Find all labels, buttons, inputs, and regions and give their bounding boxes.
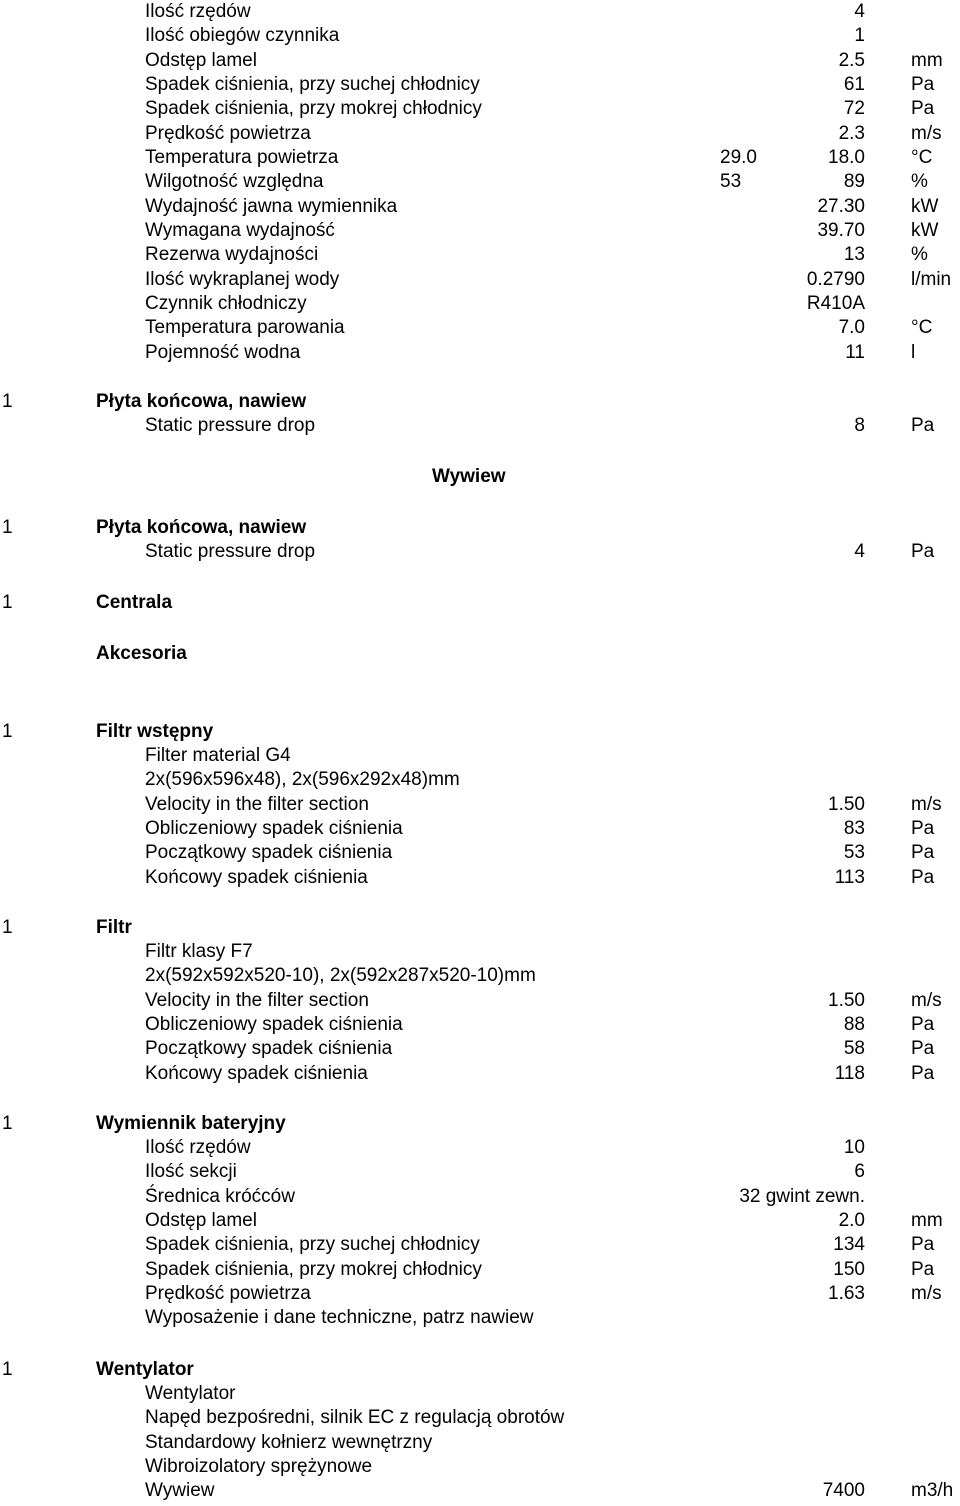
spec-unit: Pa: [911, 817, 935, 839]
spec-label: Wentylator: [145, 1383, 236, 1404]
spec-unit: °C: [911, 317, 933, 339]
spec-row: [0, 793, 960, 817]
spec-label: 2x(596x596x48), 2x(596x292x48)mm: [145, 769, 460, 791]
spec-unit: Pa: [911, 415, 935, 436]
spec-label: Obliczeniowy spadek ciśnienia: [145, 817, 403, 839]
spec-value: 7.0: [838, 317, 865, 339]
spec-row: [0, 1160, 960, 1184]
spec-row: [0, 1282, 960, 1306]
spec-label: Końcowy spadek ciśnienia: [145, 1062, 368, 1084]
spec-value: 2.3: [838, 122, 865, 144]
spec-label: Początkowy spadek ciśnienia: [145, 1038, 393, 1060]
spec-row: [0, 540, 960, 564]
spec-label: Końcowy spadek ciśnienia: [145, 866, 368, 888]
spec-unit: m/s: [911, 1282, 942, 1304]
spec-row: [0, 122, 960, 146]
item-quantity: 1: [2, 917, 13, 938]
spec-value: 1.63: [828, 1282, 865, 1304]
spec-row: [0, 24, 960, 48]
spec-value: 2.5: [838, 49, 865, 71]
spec-unit: m/s: [911, 122, 942, 144]
spec-value: 150: [833, 1258, 865, 1280]
spec-value: 27.30: [817, 195, 865, 217]
spec-unit: Pa: [911, 842, 935, 864]
spec-label: Spadek ciśnienia, przy mokrej chłodnicy: [145, 98, 482, 120]
spec-row: [0, 1136, 960, 1160]
section-header: [0, 1112, 960, 1136]
spec-unit: m/s: [911, 989, 942, 1011]
section-title: Filtr: [96, 917, 132, 938]
spec-label: Temperatura parowania: [145, 317, 345, 339]
section-header: [0, 591, 960, 615]
spec-unit: kW: [911, 195, 939, 217]
spec-unit: mm: [911, 49, 943, 71]
item-quantity: 1: [2, 721, 13, 742]
spec-label: Pojemność wodna: [145, 341, 301, 363]
accessories-heading: [0, 642, 960, 666]
item-quantity: 1: [2, 592, 13, 613]
spec-row: [0, 49, 960, 73]
spec-unit: %: [911, 171, 928, 193]
spec-label: Ilość sekcji: [145, 1161, 237, 1183]
spec-label: Wywiew: [145, 1480, 215, 1502]
spec-label: 2x(592x592x520-10), 2x(592x287x520-10)mm: [145, 965, 536, 987]
spec-row: [0, 1037, 960, 1061]
spec-label: Wyposażenie i dane techniczne, patrz nawiew: [145, 1307, 534, 1329]
item-quantity: 1: [2, 1359, 13, 1380]
spec-row: [0, 768, 960, 792]
spec-value: 118: [834, 1062, 865, 1084]
spec-unit: Pa: [911, 1234, 935, 1256]
spec-row: [0, 170, 960, 194]
spec-row: [0, 243, 960, 267]
spec-row: [0, 1479, 960, 1503]
section-title: Płyta końcowa, nawiew: [96, 391, 307, 412]
exhaust-heading: [0, 465, 960, 489]
spec-row: [0, 1013, 960, 1037]
section-title: Wentylator: [96, 1359, 194, 1380]
section-header: [0, 916, 960, 940]
section-title: Centrala: [96, 592, 173, 613]
accessories-title: Akcesoria: [96, 643, 187, 664]
spec-label: Standardowy kołnierz wewnętrzny: [145, 1431, 433, 1453]
spec-unit: kW: [911, 219, 939, 241]
spec-value: 61: [843, 73, 865, 95]
spec-unit: l/min: [911, 268, 952, 290]
spec-label: Velocity in the filter section: [145, 989, 369, 1011]
spec-unit: Pa: [911, 866, 935, 888]
spec-value-left: 53: [720, 171, 742, 193]
spec-row: [0, 292, 960, 316]
spec-value: 4: [854, 541, 865, 562]
spec-unit: °C: [911, 146, 933, 168]
spec-value: 72: [843, 98, 865, 120]
spec-value: 4: [854, 1, 865, 22]
spec-label: Średnica króćców: [145, 1185, 295, 1207]
spec-row: [0, 744, 960, 768]
spec-row: [0, 268, 960, 292]
spec-row: [0, 841, 960, 865]
spec-row: [0, 219, 960, 243]
spec-label: Ilość obiegów czynnika: [145, 25, 340, 47]
spec-row: [0, 1185, 960, 1209]
spec-row: [0, 97, 960, 121]
spec-row: [0, 989, 960, 1013]
spec-label: Ilość rzędów: [145, 1, 251, 22]
spec-row: [0, 1062, 960, 1086]
section-header: [0, 390, 960, 414]
spec-row: [0, 341, 960, 365]
spec-label: Ilość rzędów: [145, 1137, 251, 1158]
spec-value: 58: [843, 1038, 865, 1060]
spec-row: [0, 1455, 960, 1479]
spec-label: Czynnik chłodniczy: [145, 292, 307, 314]
spec-value: 6: [854, 1161, 865, 1183]
spec-label: Spadek ciśnienia, przy mokrej chłodnicy: [145, 1258, 482, 1280]
spec-value: 83: [843, 817, 865, 839]
spec-row: [0, 195, 960, 219]
spec-unit: Pa: [911, 1062, 935, 1084]
spec-row: [0, 414, 960, 438]
spec-row: [0, 1258, 960, 1282]
section-header: [0, 720, 960, 744]
item-quantity: 1: [2, 1113, 13, 1134]
spec-label: Rezerwa wydajności: [145, 244, 319, 266]
item-quantity: 1: [2, 517, 13, 538]
spec-unit: Pa: [911, 98, 935, 120]
spec-unit: Pa: [911, 1038, 935, 1060]
spec-value: 88: [843, 1013, 865, 1035]
spec-unit: mm: [911, 1209, 943, 1231]
spec-unit: m3/h: [911, 1480, 954, 1502]
spec-row: [0, 0, 960, 24]
spec-value: 113: [834, 866, 865, 888]
exhaust-title: Wywiew: [432, 466, 506, 487]
spec-label: Static pressure drop: [145, 415, 316, 436]
spec-unit: Pa: [911, 1013, 935, 1035]
spec-row: [0, 866, 960, 890]
spec-label: Wymagana wydajność: [145, 219, 335, 241]
spec-unit: l: [911, 341, 916, 363]
spec-value: 1.50: [828, 989, 865, 1011]
spec-label: Początkowy spadek ciśnienia: [145, 842, 393, 864]
spec-row: [0, 1306, 960, 1330]
section-title: Płyta końcowa, nawiew: [96, 517, 307, 538]
spec-value: 53: [843, 842, 865, 864]
spec-label: Wilgotność względna: [145, 171, 324, 193]
spec-value: 13: [843, 244, 865, 266]
spec-value: 18.0: [828, 146, 865, 168]
spec-row: [0, 1431, 960, 1455]
section-header: [0, 516, 960, 540]
spec-label: Wydajność jawna wymiennika: [145, 195, 398, 217]
spec-label: Filter material G4: [145, 745, 291, 766]
spec-row: [0, 940, 960, 964]
spec-value: 2.0: [838, 1209, 865, 1231]
spec-value: 32 gwint zewn.: [739, 1185, 865, 1207]
spec-label: Prędkość powietrza: [145, 1282, 311, 1304]
spec-value: R410A: [806, 292, 865, 314]
spec-label: Filtr klasy F7: [145, 941, 253, 962]
spec-label: Odstęp lamel: [145, 1209, 257, 1231]
spec-row: [0, 316, 960, 340]
spec-label: Spadek ciśnienia, przy suchej chłodnicy: [145, 73, 480, 95]
spec-value: 89: [843, 171, 865, 193]
spec-label: Obliczeniowy spadek ciśnienia: [145, 1013, 403, 1035]
spec-value: 11: [845, 341, 865, 363]
spec-label: Temperatura powietrza: [145, 146, 339, 168]
spec-row: [0, 1382, 960, 1406]
spec-label: Odstęp lamel: [145, 49, 257, 71]
spec-row: [0, 73, 960, 97]
section-title: Wymiennik bateryjny: [96, 1113, 286, 1134]
spec-value: 8: [854, 415, 865, 436]
spec-value: 7400: [822, 1480, 865, 1502]
spec-row: [0, 1233, 960, 1257]
spec-row: [0, 817, 960, 841]
spec-label: Velocity in the filter section: [145, 793, 369, 815]
spec-unit: Pa: [911, 73, 935, 95]
spec-row: [0, 1209, 960, 1233]
spec-label: Static pressure drop: [145, 541, 316, 562]
spec-label: Wibroizolatory sprężynowe: [145, 1455, 373, 1477]
spec-label: Ilość wykraplanej wody: [145, 268, 340, 290]
section-title: Filtr wstępny: [96, 721, 214, 742]
spec-label: Spadek ciśnienia, przy suchej chłodnicy: [145, 1234, 480, 1256]
section-header: [0, 1358, 960, 1382]
spec-label: Napęd bezpośredni, silnik EC z regulacją obrotów: [145, 1407, 565, 1429]
spec-value-left: 29.0: [720, 146, 757, 168]
spec-value: 0.2790: [806, 268, 865, 290]
spec-unit: %: [911, 244, 928, 266]
spec-row: [0, 964, 960, 988]
spec-row: [0, 1406, 960, 1430]
spec-label: Prędkość powietrza: [145, 122, 311, 144]
spec-row: [0, 146, 960, 170]
spec-unit: Pa: [911, 1258, 935, 1280]
spec-value: 39.70: [817, 219, 865, 241]
spec-unit: Pa: [911, 541, 935, 562]
spec-value: 1: [854, 25, 865, 47]
spec-value: 10: [843, 1137, 865, 1158]
item-quantity: 1: [2, 391, 13, 412]
spec-value: 134: [833, 1234, 865, 1256]
spec-value: 1.50: [828, 793, 865, 815]
spec-unit: m/s: [911, 793, 942, 815]
